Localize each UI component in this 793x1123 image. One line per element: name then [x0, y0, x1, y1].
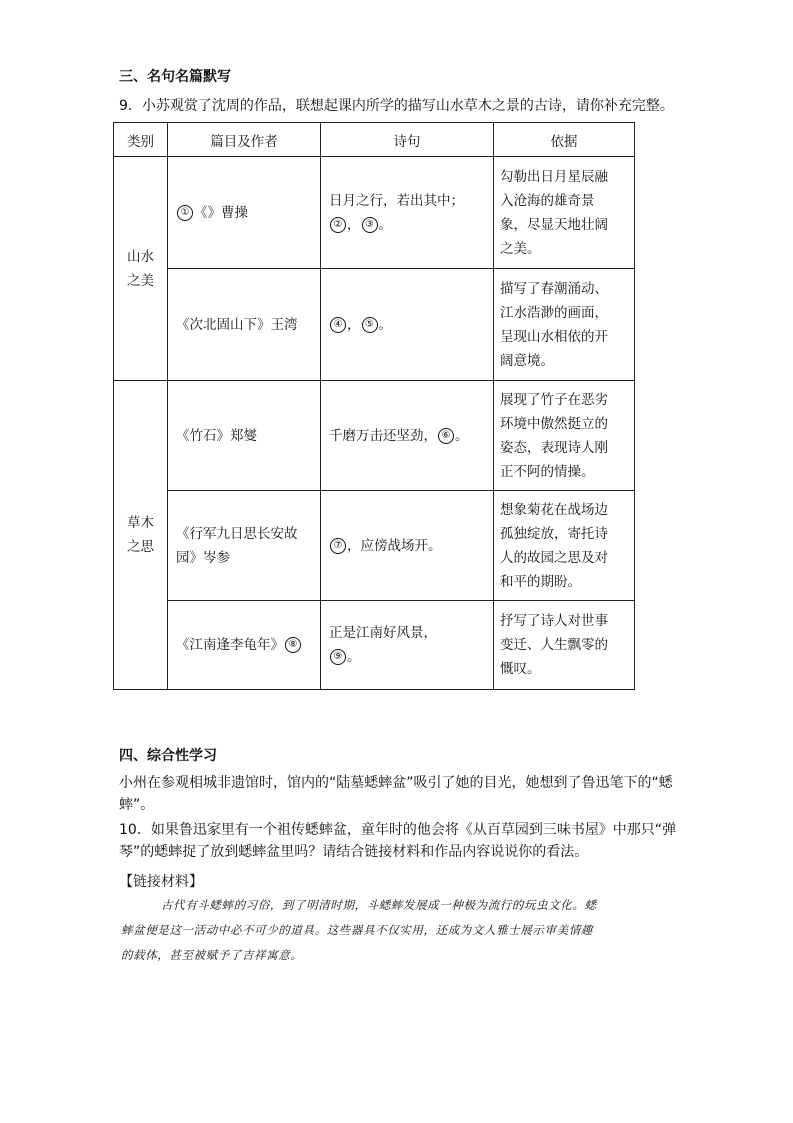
basis-cell: 勾勒出日月星辰融 入沧海的雄奇景 象，尽显天地壮阔 之美。: [494, 157, 635, 269]
blank-number: ⑦: [330, 538, 346, 554]
section-4-heading: 四、综合性学习: [119, 748, 217, 764]
category-label: 草木: [127, 515, 154, 531]
verse-line: 日月之行，若出其中；: [329, 192, 464, 209]
intro-paragraph: 小州在参观相城非遗馆时，馆内的“陆墓蟋蟀盆”吸引了她的目光，她想到了鲁迅笔下的“蟋 蟀”。: [119, 775, 673, 813]
blank-number: ⑧: [285, 637, 301, 653]
blank-number: ⑥: [438, 428, 454, 444]
title-author-cell: 《竹石》郑燮: [168, 381, 321, 491]
title-author-cell: 《次北固山下》王湾: [168, 269, 321, 381]
header-category: 类别: [114, 123, 168, 157]
material-label: 【链接材料】: [119, 874, 203, 890]
table-row: [114, 381, 635, 491]
verse-cell: ④ ， ⑤ 。: [321, 269, 494, 381]
link-material-text: 古代有斗蟋蟀的习俗，到了明清时期，斗蟋蟀发展成一种极为流行的玩虫文化。蟋 蟀盆便是这一活动中必不可少的道具。这些器具不仅实用，还成为文人雅士展示审美情趣 的载体，甚至被赋予了吉祥寓意。: [121, 898, 597, 962]
blank-number: ②: [330, 217, 346, 233]
verse-cell: ⑦ ，应傍战场开。: [321, 491, 494, 601]
blank-number: ⑨: [330, 649, 346, 665]
category-plants: [114, 381, 168, 690]
table-header-row: [114, 123, 635, 157]
header-verse: 诗句: [321, 123, 494, 157]
section-3-heading: 三、名句名篇默写: [119, 69, 231, 85]
table-row: [114, 601, 635, 690]
poem-table: [113, 122, 635, 690]
question-9: 9．小苏观赏了沈周的作品，联想起课内所学的描写山水草木之景的古诗，请你补充完整。: [119, 98, 674, 114]
header-title-author: 篇目及作者: [168, 123, 321, 157]
verse-cell: 日月之行，若出其中； ② ， ③ 。: [321, 157, 494, 269]
question-10: 10．如果鲁迅家里有一个祖传蟋蟀盆，童年时的他会将《从百草园到三味书屋》中那只“弹 琴”的蟋蟀捉了放到蟋蟀盆里吗？请结合链接材料和作品内容说说你的看法。: [119, 822, 677, 860]
basis-cell: 抒写了诗人对世事 变迁、人生飘零的 慨叹。: [494, 601, 635, 690]
blank-number: ①: [177, 205, 193, 221]
basis-cell: 想象菊花在战场边 孤独绽放，寄托诗 人的故园之思及对 和平的期盼。: [494, 491, 635, 601]
table-row: [114, 269, 635, 381]
category-label: 山水: [127, 248, 154, 265]
basis-cell: 描写了春潮涌动、 江水浩渺的画面， 呈现山水相依的开 阔意境。: [494, 269, 635, 381]
table-row: [114, 491, 635, 601]
title-author-cell: 《行军九日思长安故 园》岑参: [168, 491, 321, 601]
table-row: [114, 157, 635, 269]
basis-cell: 展现了竹子在恶劣 环境中傲然挺立的 姿态，表现诗人刚 正不阿的情操。: [494, 381, 635, 491]
blank-number: ④: [330, 317, 346, 333]
header-basis: 依据: [494, 123, 635, 157]
title-author-cell: [168, 601, 321, 690]
verse-cell: 正是江南好风景， ⑨ 。: [321, 601, 494, 690]
category-label: 之美: [127, 272, 154, 289]
category-label: 之思: [127, 539, 154, 555]
verse-cell: 千磨万击还坚劲， ⑥ 。: [321, 381, 494, 491]
title-author: 《江南逢李龟年》: [176, 637, 284, 653]
blank-number: ③: [362, 217, 378, 233]
blank-number: ⑤: [362, 317, 378, 333]
title-author: 《》曹操: [194, 204, 248, 221]
category-landscape: [114, 157, 168, 381]
title-author-cell: [168, 157, 321, 269]
